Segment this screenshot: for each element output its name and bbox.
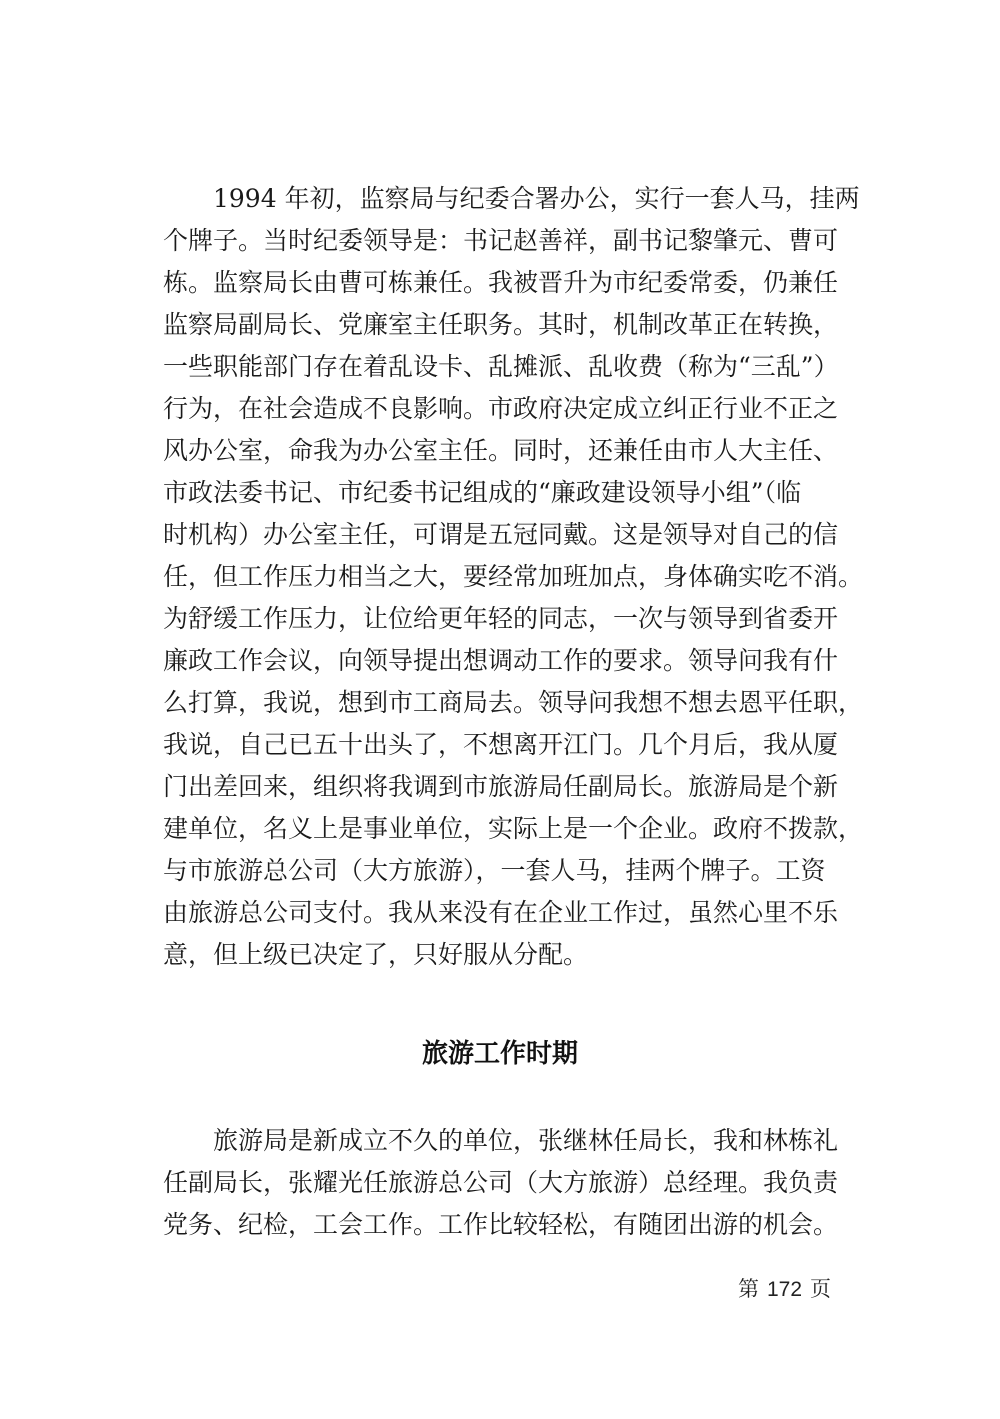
- paragraph-line: 时机构）办公室主任，可谓是五冠同戴。这是领导对自己的信: [163, 520, 839, 549]
- paragraph-line: 党务、纪检，工会工作。工作比较轻松，有随团出游的机会。: [163, 1210, 839, 1239]
- paragraph-line: 我说，自己已五十出头了，不想离开江门。几个月后，我从厦: [163, 730, 839, 759]
- paragraph-line: 市政法委书记、市纪委书记组成的“廉政建设领导小组”（临: [163, 478, 802, 507]
- paragraph-line: 为舒缓工作压力，让位给更年轻的同志，一次与领导到省委开: [163, 604, 839, 633]
- page-number-suffix: 页: [810, 1277, 832, 1301]
- paragraph-line: 一些职能部门存在着乱设卡、乱摊派、乱收费（称为“三乱”）: [163, 352, 839, 381]
- paragraph-line: 栋。监察局长由曹可栋兼任。我被晋升为市纪委常委，仍兼任: [163, 268, 839, 297]
- paragraph-line: 意，但上级已决定了，只好服从分配。: [163, 940, 589, 969]
- paragraph-line: 个牌子。当时纪委领导是：书记赵善祥，副书记黎肇元、曹可: [163, 226, 839, 255]
- paragraph-line: 监察局副局长、党廉室主任职务。其时，机制改革正在转换，: [163, 310, 839, 339]
- paragraph-line: 由旅游总公司支付。我从来没有在企业工作过，虽然心里不乐: [163, 898, 839, 927]
- section-title: 旅游工作时期: [421, 1039, 578, 1069]
- paragraph-line: 建单位，名义上是事业单位，实际上是一个企业。政府不拨款，: [163, 814, 864, 843]
- paragraph-line: 行为，在社会造成不良影响。市政府决定成立纠正行业不正之: [163, 394, 839, 423]
- paragraph-line: 么打算，我说，想到市工商局去。领导问我想不想去恩平任职，: [163, 688, 864, 717]
- paragraph-line: 风办公室，命我为办公室主任。同时，还兼任由市人大主任、: [163, 436, 839, 465]
- page-number: 172: [767, 1278, 803, 1301]
- paragraph-line: 1994 年初，监察局与纪委合署办公，实行一套人马，挂两: [213, 184, 860, 213]
- paragraph-line: 廉政工作会议，向领导提出想调动工作的要求。领导问我有什: [163, 646, 839, 675]
- paragraph-line: 门出差回来，组织将我调到市旅游局任副局长。旅游局是个新: [163, 772, 839, 801]
- paragraph-line: 与市旅游总公司（大方旅游），一套人马，挂两个牌子。工资: [163, 856, 826, 885]
- paragraph-line: 任，但工作压力相当之大，要经常加班加点，身体确实吃不消。: [163, 562, 864, 591]
- page-number-prefix: 第: [738, 1277, 759, 1301]
- page-number-footer: [738, 1274, 831, 1305]
- paragraph-line: 任副局长，张耀光任旅游总公司（大方旅游）总经理。我负责: [163, 1168, 839, 1197]
- paragraph-line: 旅游局是新成立不久的单位，张继林任局长，我和林栋礼: [213, 1126, 839, 1155]
